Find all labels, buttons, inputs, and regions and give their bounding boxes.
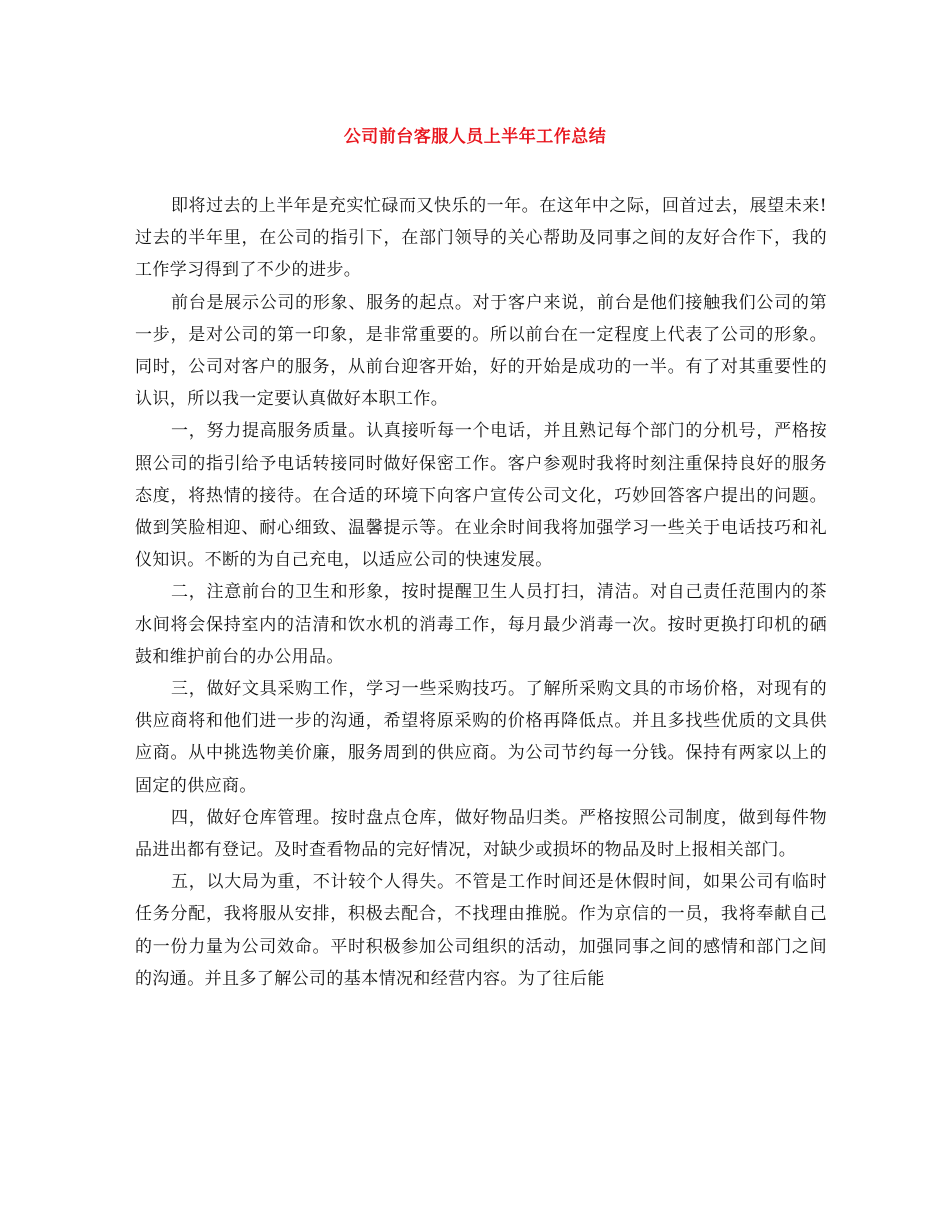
paragraph-item-1: 一，努力提高服务质量。认真接听每一个电话，并且熟记每个部门的分机号，严格按照公司的指引给予电话转接同时做好保密工作。客户参观时我将时刻注重保持良好的服务态度，将热情的接待。在合适的环境下向客户宣传公司文化，巧妙回答客户提出的问题。做到笑脸相迎、耐心细致、温馨提示等。在业余时间我将加强学习一些关于电话技巧和礼仪知识。不断的为自己充电，以适应公司的快速发展。 [135,421,827,571]
document-body [135,190,827,995]
paragraph-front-desk-role: 前台是展示公司的形象、服务的起点。对于客户来说，前台是他们接触我们公司的第一步，是对公司的第一印象，是非常重要的。所以前台在一定程度上代表了公司的形象。同时，公司对客户的服务，从前台迎客开始，好的开始是成功的一半。有了对其重要性的认识，所以我一定要认真做好本职工作。 [135,292,827,410]
paragraph-intro: 即将过去的上半年是充实忙碌而又快乐的一年。在这年中之际，回首过去，展望未来!过去的半年里，在公司的指引下，在部门领导的关心帮助及同事之间的友好合作下，我的工作学习得到了不少的进步。 [135,196,827,281]
paragraph-item-5: 五，以大局为重，不计较个人得失。不管是工作时间还是休假时间，如果公司有临时任务分配，我将服从安排，积极去配合，不找理由推脱。作为京信的一员，我将奉献自己的一份力量为公司效命。平时积极参加公司组织的活动，加强同事之间的感情和部门之间的沟通。并且多了解公司的基本情况和经营内容。为了往后能 [135,872,827,989]
paragraph-item-3: 三，做好文具采购工作，学习一些采购技巧。了解所采购文具的市场价格，对现有的供应商将和他们进一步的沟通，希望将原采购的价格再降低点。并且多找些优质的文具供应商。从中挑选物美价廉，服务周到的供应商。为公司节约每一分钱。保持有两家以上的固定的供应商。 [135,679,827,796]
document-title: 公司前台客服人员上半年工作总结 [343,127,607,147]
paragraph-item-4: 四，做好仓库管理。按时盘点仓库，做好物品归类。严格按照公司制度，做到每件物品进出都有登记。及时查看物品的完好情况，对缺少或损坏的物品及时上报相关部门。 [135,807,827,861]
paragraph-item-2: 二，注意前台的卫生和形象，按时提醒卫生人员打扫，清洁。对自己责任范围内的茶水间将会保持室内的洁清和饮水机的消毒工作，每月最少消毒一次。按时更换打印机的硒鼓和维护前台的办公用品。 [135,582,827,667]
